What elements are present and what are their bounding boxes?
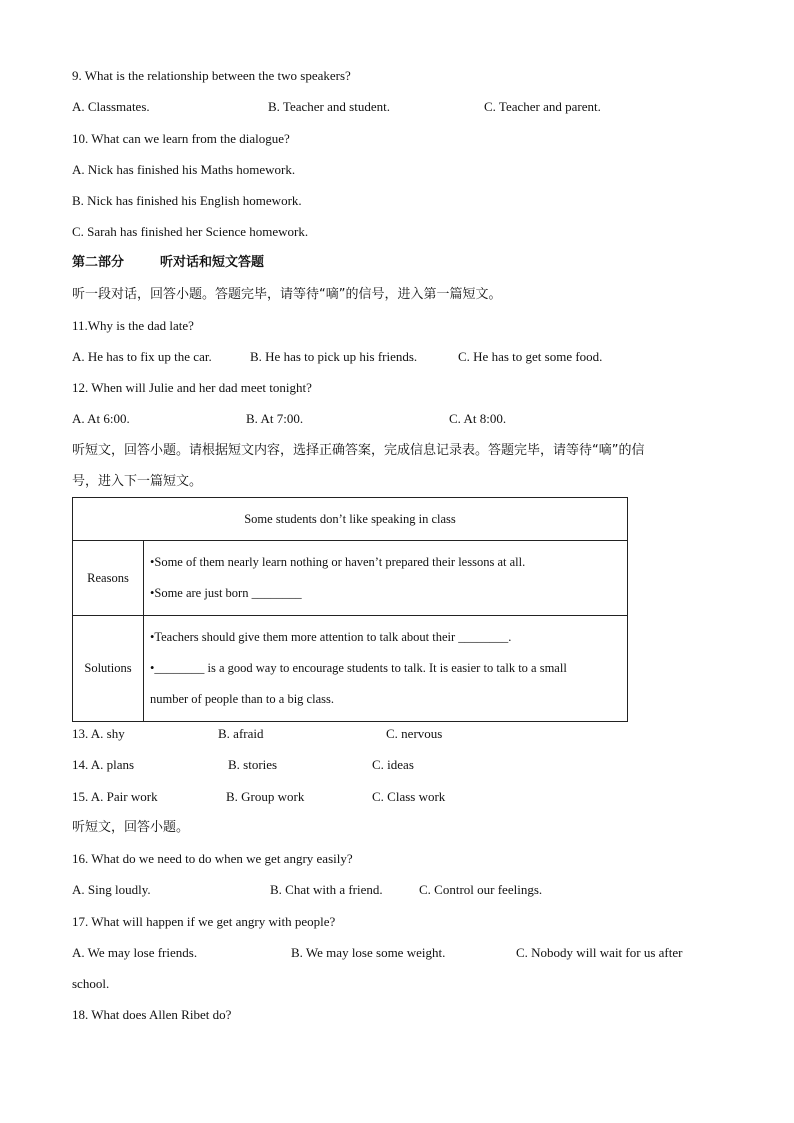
info-record-table <box>72 497 628 722</box>
q12-option-a: A. At 6:00. <box>72 411 130 426</box>
question-16: 16. What do we need to do when we get angry easily? <box>72 851 353 866</box>
section-subtitle: 听对话和短文答题 <box>160 255 265 270</box>
q14-option-b: B. stories <box>228 757 278 772</box>
q16-option-a: A. Sing loudly. <box>72 882 151 897</box>
question-11: 11.Why is the dad late? <box>72 318 194 333</box>
q9-option-a: A. Classmates. <box>72 99 150 114</box>
instruction-passage-2: 听短文，回答小题。 <box>72 820 190 835</box>
q10-option-b: B. Nick has finished his English homework. <box>72 193 302 208</box>
question-10: 10. What can we learn from the dialogue? <box>72 131 290 146</box>
solutions-label: Solutions <box>73 616 144 722</box>
q12-option-c: C. At 8:00. <box>449 411 507 426</box>
question-18: 18. What does Allen Ribet do? <box>72 1007 232 1022</box>
solutions-cell <box>144 616 628 722</box>
solution-item: •________ is a good way to encourage students to talk. It is easier to talk to a small <box>150 661 567 675</box>
reasons-cell <box>144 541 628 616</box>
q17-option-c: C. Nobody will wait for us after <box>516 945 683 960</box>
instruction-dialogue: 听一段对话，回答小题。答题完毕，请等待“嘀”的信号，进入第一篇短文。 <box>72 287 502 302</box>
q16-option-b: B. Chat with a friend. <box>270 882 383 897</box>
q11-option-a: A. He has to fix up the car. <box>72 349 212 364</box>
q11-option-c: C. He has to get some food. <box>458 349 603 364</box>
instruction-passage-line1: 听短文，回答小题。请根据短文内容，选择正确答案，完成信息记录表。答题完毕，请等待“嘀”的信 <box>72 443 645 458</box>
q9-option-c: C. Teacher and parent. <box>484 99 601 114</box>
solution-item-continued: number of people than to a big class. <box>150 692 334 706</box>
solution-item: •Teachers should give them more attention to talk about their ________. <box>150 630 512 644</box>
question-9: 9. What is the relationship between the two speakers? <box>72 68 351 83</box>
q13-option-c: C. nervous <box>386 726 443 741</box>
q13-option-a: 13. A. shy <box>72 726 125 741</box>
q14-option-c: C. ideas <box>372 757 414 772</box>
q15-option-a: 15. A. Pair work <box>72 789 158 804</box>
instruction-passage-line2: 号，进入下一篇短文。 <box>72 474 203 489</box>
reason-item: •Some are just born ________ <box>150 586 302 600</box>
q14-option-a: 14. A. plans <box>72 757 135 772</box>
q11-option-b: B. He has to pick up his friends. <box>250 349 418 364</box>
q10-option-a: A. Nick has finished his Maths homework. <box>72 162 296 177</box>
q10-option-c: C. Sarah has finished her Science homework. <box>72 224 309 239</box>
q9-option-b: B. Teacher and student. <box>268 99 390 114</box>
section-title: 第二部分 <box>72 255 125 270</box>
table-title: Some students don’t like speaking in class <box>73 498 628 541</box>
q13-option-b: B. afraid <box>218 726 264 741</box>
question-17: 17. What will happen if we get angry with people? <box>72 914 336 929</box>
question-12: 12. When will Julie and her dad meet tonight? <box>72 380 312 395</box>
reason-item: •Some of them nearly learn nothing or haven’t prepared their lessons at all. <box>150 555 526 569</box>
q16-option-c: C. Control our feelings. <box>419 882 543 897</box>
q17-option-b: B. We may lose some weight. <box>291 945 446 960</box>
q15-option-c: C. Class work <box>372 789 446 804</box>
reasons-label: Reasons <box>73 541 144 616</box>
q12-option-b: B. At 7:00. <box>246 411 304 426</box>
section-heading <box>72 254 264 272</box>
q15-option-b: B. Group work <box>226 789 305 804</box>
q17-option-c-continued: school. <box>72 976 110 991</box>
q17-option-a: A. We may lose friends. <box>72 945 198 960</box>
